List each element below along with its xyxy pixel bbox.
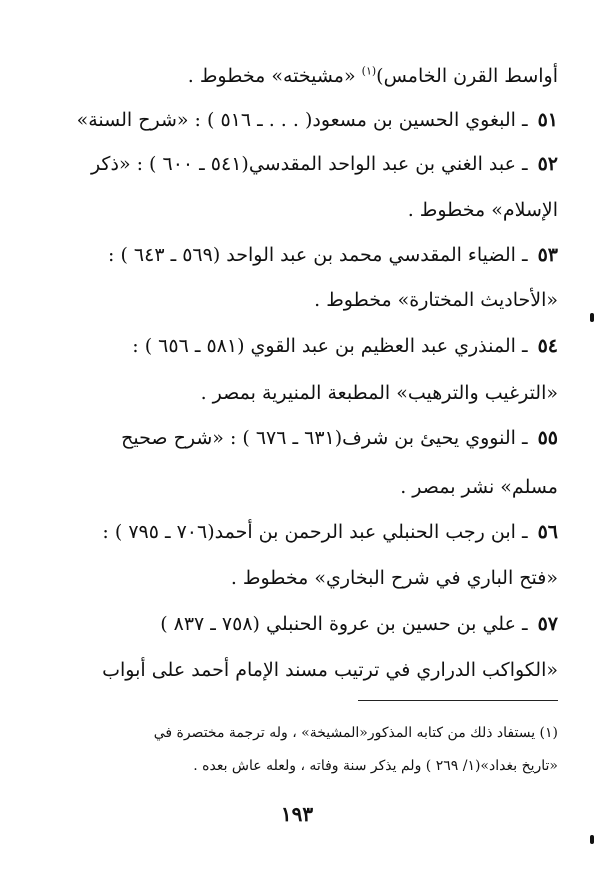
line-text: ـ الضياء المقدسي محمد بن عبد الواحد (٥٦٩ ـ ٦٤٣ ) : <box>108 244 534 266</box>
line-text: «فتح الباري في شرح البخاري» مخطوط . <box>230 567 558 589</box>
text-line <box>36 564 558 592</box>
line-text: «الكواكب الدراري في ترتيب مسند الإمام أحمد على أبواب <box>102 659 558 681</box>
entry-number: ٥٥ <box>537 427 558 449</box>
entry-number: ٥٦ <box>537 521 558 543</box>
entry-number: ٥٤ <box>537 335 558 357</box>
footnote-text: «تاريخ بغداد»(١/ ٢٦٩ ) ولم يذكر سنة وفاته ، ولعله عاش بعده . <box>193 758 558 774</box>
scan-mark <box>590 313 594 322</box>
text-line <box>36 62 558 90</box>
line-text: ـ النووي يحيئ بن شرف(٦٣١ ـ ٦٧٦ ) : «شرح صحيح <box>121 427 534 449</box>
text-line <box>36 379 558 407</box>
line-text: ـ ابن رجب الحنبلي عبد الرحمن بن أحمد(٧٠٦ ـ ٧٩٥ ) : <box>102 521 534 543</box>
entry-52 <box>36 150 558 178</box>
entry-number: ٥٧ <box>537 613 558 635</box>
line-text: «الأحاديث المختارة» مخطوط . <box>314 289 558 311</box>
text-line <box>36 196 558 224</box>
entry-55 <box>36 424 558 452</box>
text-line <box>36 286 558 314</box>
line-text-tail: «مشيخته» مخطوط . <box>187 65 362 87</box>
footnote-text: (١) يستفاد ذلك من كتابه المذكور«المشيخة» ، وله ترجمة مختصرة في <box>153 725 558 741</box>
line-text: مسلم» نشر بمصر . <box>400 476 558 498</box>
text-line <box>36 656 558 684</box>
line-text: «الترغيب والترهيب» المطبعة المنيرية بمصر . <box>200 382 558 404</box>
line-text: أواسط القرن الخامس) <box>376 65 558 87</box>
footnote-divider <box>358 700 558 701</box>
entry-number: ٥٣ <box>537 244 558 266</box>
line-text: ـ عبد الغني بن عبد الواحد المقدسي(٥٤١ ـ ٦٠٠ ) : «ذكر <box>90 153 534 175</box>
entry-51 <box>36 106 558 134</box>
footnote-line <box>36 722 558 744</box>
footnote-marker: (١) <box>361 64 377 78</box>
line-text: الإسلام» مخطوط . <box>407 199 558 221</box>
line-text: ـ البغوي الحسين بن مسعود( . . . ـ ٥١٦ ) : «شرح السنة» <box>76 109 534 131</box>
line-text: ـ المنذري عبد العظيم بن عبد القوي (٥٨١ ـ ٦٥٦ ) : <box>132 335 534 357</box>
entry-53 <box>36 241 558 269</box>
entry-57 <box>36 610 558 638</box>
footnote-line <box>36 755 558 777</box>
text-line <box>36 473 558 501</box>
line-text: ـ علي بن حسين بن عروة الحنبلي (٧٥٨ ـ ٨٣٧ ) <box>160 613 534 635</box>
entry-54 <box>36 332 558 360</box>
entry-56 <box>36 518 558 546</box>
scan-mark <box>590 835 594 844</box>
entry-number: ٥٢ <box>537 153 558 175</box>
page-number: ١٩٣ <box>280 802 314 826</box>
entry-number: ٥١ <box>537 109 558 131</box>
